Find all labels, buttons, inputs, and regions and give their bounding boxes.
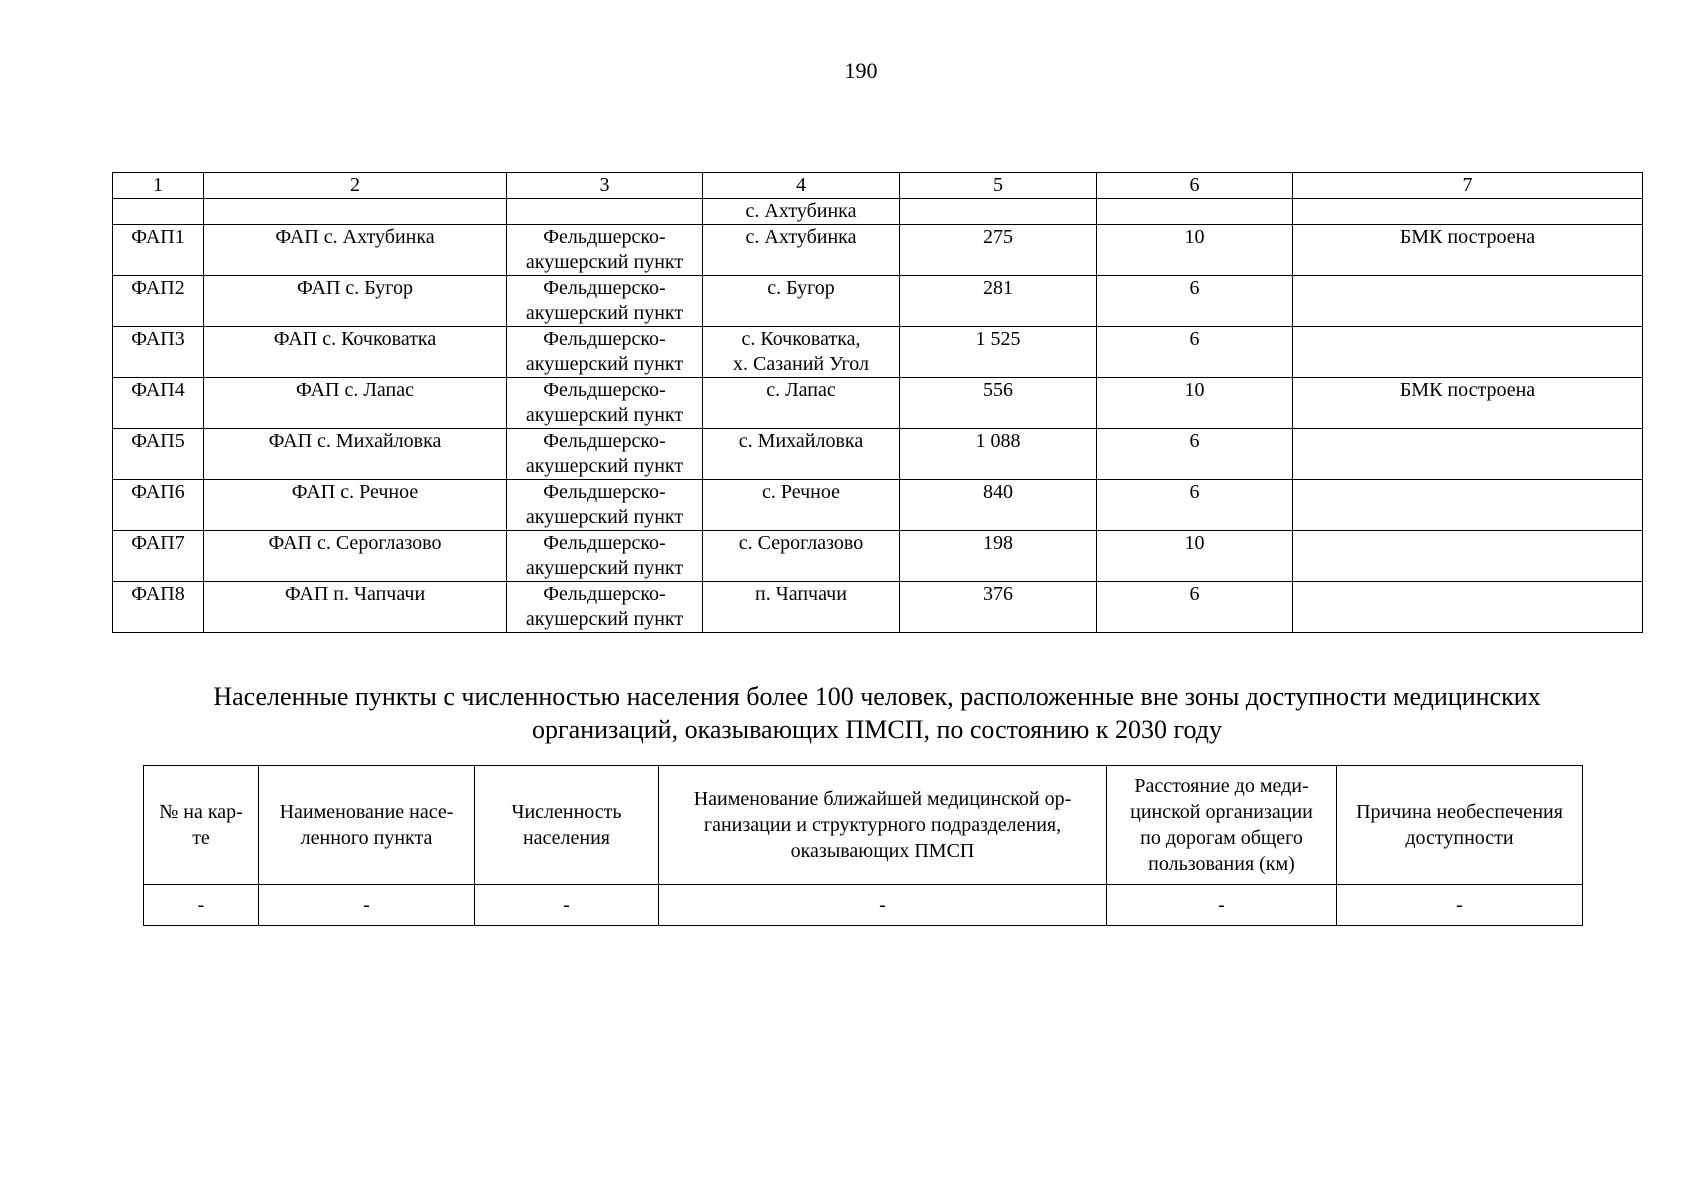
facility-code: ФАП8 (113, 582, 204, 633)
served-settlements (703, 327, 900, 378)
status-note (1293, 429, 1643, 480)
facility-type (507, 378, 703, 429)
facility-type-line-2: акушерский пункт (525, 557, 684, 579)
table-row (113, 378, 1643, 429)
served-settlements-line-1: с. Михайловка (738, 430, 864, 452)
facility-type (507, 531, 703, 582)
table-header-row (144, 766, 1583, 885)
facility-type-line-1: Фельдшерско- (543, 226, 666, 248)
population-value: 556 (900, 378, 1097, 429)
table-row (113, 429, 1643, 480)
subrow-cell (204, 199, 507, 225)
population-value: 275 (900, 225, 1097, 276)
distance-value: 10 (1097, 378, 1293, 429)
facility-name: ФАП с. Лапас (204, 378, 507, 429)
served-settlements (703, 429, 900, 480)
facility-type-line-2: акушерский пункт (525, 251, 684, 273)
facility-code: ФАП7 (113, 531, 204, 582)
facilities-table (112, 172, 1643, 633)
column-header-line: населения (522, 827, 611, 849)
served-settlements (703, 582, 900, 633)
served-settlements (703, 531, 900, 582)
subrow-cell (113, 199, 204, 225)
status-note (1293, 327, 1643, 378)
column-header (475, 766, 659, 885)
table-row (144, 885, 1583, 926)
page-number: 190 (844, 58, 878, 83)
facility-type-line-2: акушерский пункт (525, 353, 684, 375)
column-header-line: Численность (511, 801, 622, 823)
column-number-1: 1 (113, 173, 204, 199)
column-header (659, 766, 1107, 885)
served-settlements (703, 378, 900, 429)
status-note (1293, 531, 1643, 582)
population-value: 376 (900, 582, 1097, 633)
subrow-cell (1293, 199, 1643, 225)
column-header-line: по дорогам общего (1140, 827, 1303, 849)
distance-value: 10 (1097, 225, 1293, 276)
subrow-cell (1097, 199, 1293, 225)
distance-value: 6 (1097, 582, 1293, 633)
facility-type-line-1: Фельдшерско- (543, 379, 666, 401)
facility-code: ФАП6 (113, 480, 204, 531)
facility-type-line-1: Фельдшерско- (543, 481, 666, 503)
column-header (144, 766, 259, 885)
distance-value: 6 (1097, 429, 1293, 480)
column-header (1107, 766, 1337, 885)
facility-type (507, 480, 703, 531)
facility-type-line-2: акушерский пункт (525, 404, 684, 426)
served-settlements (703, 225, 900, 276)
facility-name: ФАП с. Ахтубинка (204, 225, 507, 276)
table-row (113, 480, 1643, 531)
status-note: БМК построена (1293, 225, 1643, 276)
distance-value: 10 (1097, 531, 1293, 582)
column-header (259, 766, 475, 885)
facility-type-line-2: акушерский пункт (525, 506, 684, 528)
served-settlements-line-1: с. Лапас (766, 379, 836, 401)
column-number-6: 6 (1097, 173, 1293, 199)
facility-name: ФАП с. Речное (204, 480, 507, 531)
table-subrow (113, 199, 1643, 225)
population-value: 1 525 (900, 327, 1097, 378)
served-settlements-line-1: с. Сероглазово (738, 532, 864, 554)
section-heading-line-1: Населенные пункты с численностью населения более 100 человек, расположенные вне зоны доступности медицинских (213, 682, 1541, 711)
facility-type (507, 276, 703, 327)
status-note (1293, 276, 1643, 327)
column-header-line: оказывающих ПМСП (790, 840, 975, 862)
served-settlements-line-2: х. Сазаний Угол (733, 353, 869, 375)
subrow-cell (507, 199, 703, 225)
status-note: БМК построена (1293, 378, 1643, 429)
distance-value: 6 (1097, 480, 1293, 531)
facility-code: ФАП1 (113, 225, 204, 276)
served-settlements-line-1: с. Речное (762, 481, 840, 503)
facility-type-line-1: Фельдшерско- (543, 430, 666, 452)
facility-type-line-2: акушерский пункт (525, 608, 684, 630)
distance-value: 6 (1097, 327, 1293, 378)
column-number-5: 5 (900, 173, 1097, 199)
population-value: 281 (900, 276, 1097, 327)
facility-name: ФАП с. Бугор (204, 276, 507, 327)
facility-type-line-2: акушерский пункт (525, 455, 684, 477)
facility-code: ФАП4 (113, 378, 204, 429)
column-header-line: ганизации и структурного подразделения, (703, 814, 1062, 836)
served-settlements-line-1: с. Ахтубинка (745, 226, 857, 248)
column-number-4: 4 (703, 173, 900, 199)
table-row (113, 327, 1643, 378)
column-header-line: пользования (км) (1148, 853, 1295, 875)
section-heading-line-2: организаций, оказывающих ПМСП, по состоянию к 2030 году (532, 715, 1222, 744)
column-header-line: ленного пункта (300, 827, 433, 849)
facility-code: ФАП5 (113, 429, 204, 480)
column-header-line: те (192, 827, 210, 849)
subrow-cell (900, 199, 1097, 225)
facility-type (507, 582, 703, 633)
column-header-line: Расстояние до меди- (1134, 775, 1309, 797)
column-header (1337, 766, 1583, 885)
served-settlements-line-1: п. Чапчачи (755, 583, 847, 605)
column-header-line: Наименование насе- (279, 801, 454, 823)
facility-type (507, 225, 703, 276)
table-cell: - (259, 885, 475, 926)
column-header-line: № на кар- (159, 801, 243, 823)
column-header-line: Причина необеспечения (1356, 801, 1563, 823)
population-value: 1 088 (900, 429, 1097, 480)
population-value: 198 (900, 531, 1097, 582)
distance-value: 6 (1097, 276, 1293, 327)
facility-name: ФАП с. Михайловка (204, 429, 507, 480)
column-number-3: 3 (507, 173, 703, 199)
served-settlements (703, 480, 900, 531)
served-settlements-line-1: с. Кочковатка, (741, 328, 861, 350)
facility-name: ФАП с. Сероглазово (204, 531, 507, 582)
population-value: 840 (900, 480, 1097, 531)
table-cell: - (1107, 885, 1337, 926)
facility-code: ФАП3 (113, 327, 204, 378)
column-header-line: Наименование ближайшей медицинской ор- (693, 788, 1072, 810)
facility-name: ФАП с. Кочковатка (204, 327, 507, 378)
table-cell: - (1337, 885, 1583, 926)
inaccessible-settlements-table (143, 765, 1583, 926)
facility-type (507, 327, 703, 378)
facility-code: ФАП2 (113, 276, 204, 327)
column-header-line: цинской организации (1130, 801, 1313, 823)
table-row (113, 276, 1643, 327)
facility-type (507, 429, 703, 480)
facility-type-line-1: Фельдшерско- (543, 328, 666, 350)
facility-type-line-1: Фельдшерско- (543, 277, 666, 299)
served-settlements-line-1: с. Бугор (767, 277, 835, 299)
table-row (113, 531, 1643, 582)
table-cell: - (475, 885, 659, 926)
column-number-2: 2 (204, 173, 507, 199)
subrow-cell: с. Ахтубинка (703, 199, 900, 225)
facility-type-line-2: акушерский пункт (525, 302, 684, 324)
status-note (1293, 582, 1643, 633)
table-cell: - (144, 885, 259, 926)
column-number-7: 7 (1293, 173, 1643, 199)
column-header-line: доступности (1405, 827, 1514, 849)
facility-type-line-1: Фельдшерско- (543, 532, 666, 554)
table-row (113, 582, 1643, 633)
table-header-row (113, 173, 1643, 199)
served-settlements (703, 276, 900, 327)
facility-type-line-1: Фельдшерско- (543, 583, 666, 605)
section-heading (112, 680, 1642, 746)
facility-name: ФАП п. Чапчачи (204, 582, 507, 633)
table-row (113, 225, 1643, 276)
table-cell: - (659, 885, 1107, 926)
status-note (1293, 480, 1643, 531)
